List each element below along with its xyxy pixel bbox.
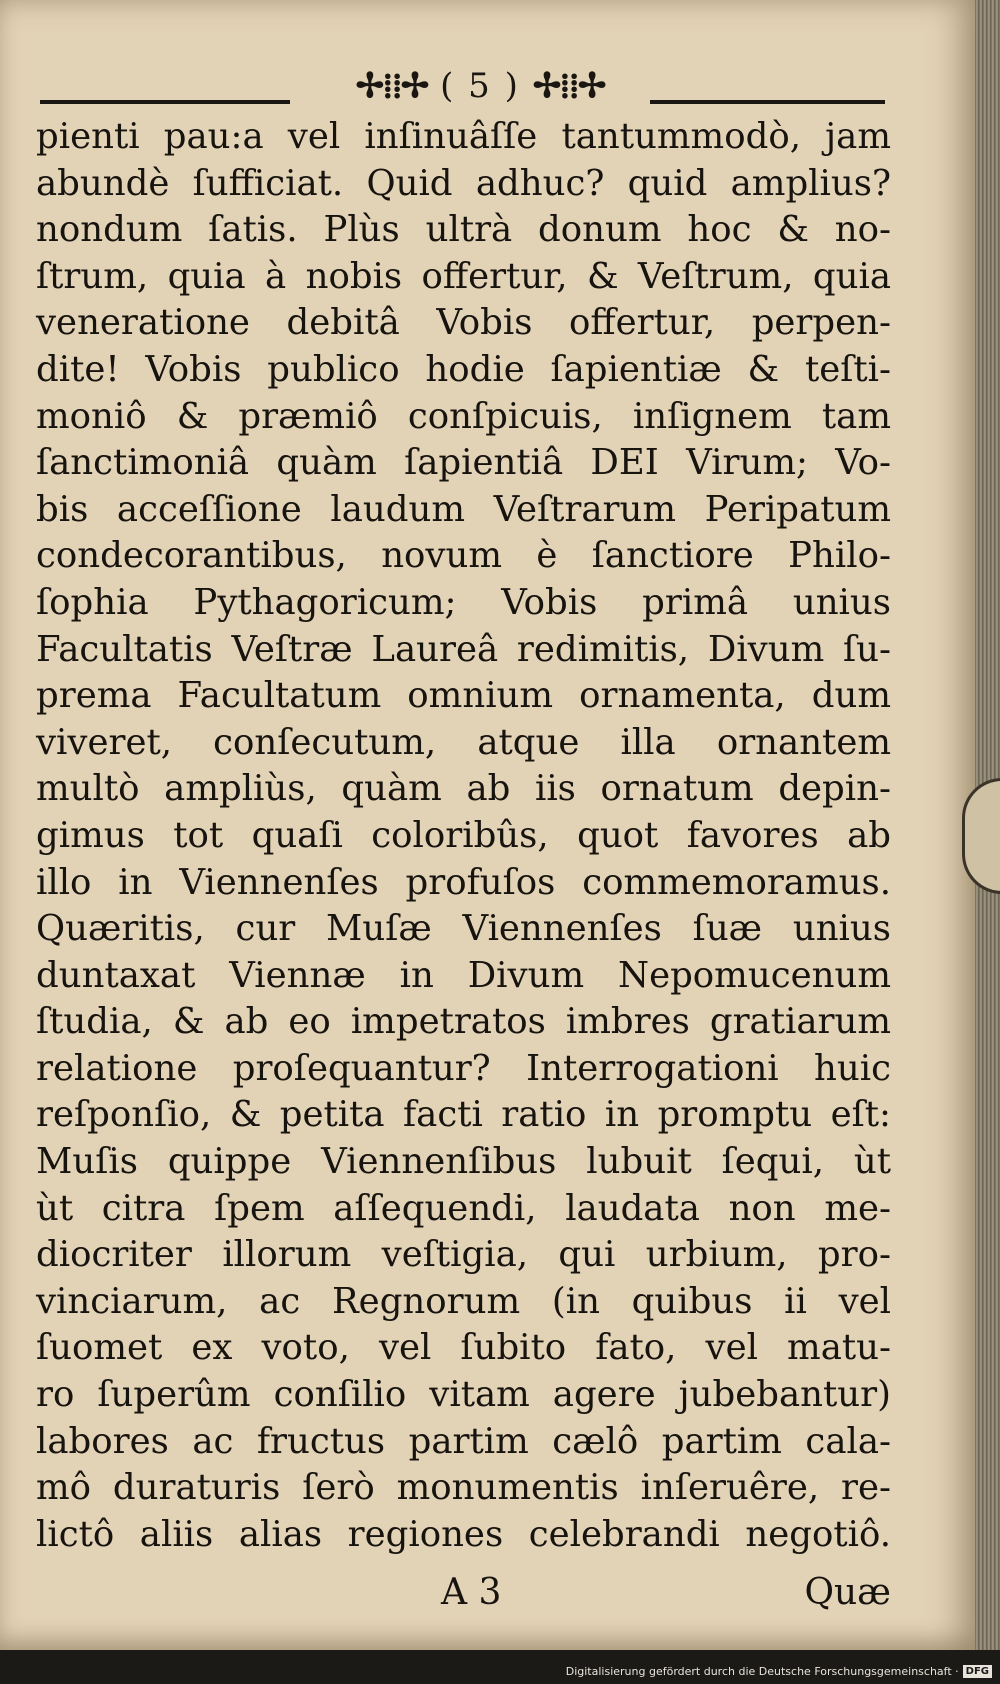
text-line: prema Facultatum omnium ornamenta, dum [36,675,891,717]
text-line: dite! Vobis publico hodie ſapientiæ & teſti- [36,348,891,390]
text-line: ſanctimoniâ quàm ſapientiâ DEI Virum; Vo- [36,442,891,484]
text-line: veneratione debitâ Vobis offertur, perpen- [36,302,891,344]
text-line: abundè ſufficiat. Quid adhuc? quid amplius? [36,162,891,204]
text-line: reſponſio, & petita facti ratio in promptu eſt: [36,1094,891,1136]
page-footer [36,1572,891,1622]
text-line: lictô aliis alias regiones celebrandi negotiô. [36,1513,891,1555]
text-line: mô duraturis ſerò monumentis inſeruêre, re- [36,1467,891,1509]
text-line: duntaxat Viennæ in Divum Nepomucenum [36,954,891,996]
header-rule-left [40,100,290,104]
ornament-left-icon: ✢⁞⁞✢ [355,66,428,106]
header-rule-right [650,100,885,104]
text-line: illo in Viennenſes profuſos commemoramus. [36,861,891,903]
ornament-right-icon: ✢⁞⁞✢ [532,66,605,106]
text-line: Muſis quippe Viennenſibus lubuit ſequi, ùt [36,1141,891,1183]
signature-mark: A 3 [441,1572,502,1613]
text-line: gimus tot quaſi coloribûs, quot favores ab [36,814,891,856]
text-line: moniô & præmiô conſpicuis, inſignem tam [36,395,891,437]
text-line: pienti pau:a vel inſinuâſſe tantummodò, jam [36,116,891,157]
text-line: Facultatis Veſtræ Laureâ redimitis, Divum ſu- [36,628,891,670]
page-number: ( 5 ) [440,66,520,106]
text-line: diocriter illorum veſtigia, qui urbium, pro- [36,1234,891,1276]
text-line: multò ampliùs, quàm ab iis ornatum depin- [36,768,891,810]
text-line: viveret, conſecutum, atque illa ornantem [36,721,891,763]
digitization-credit [566,1665,992,1678]
text-line: labores ac fructus partim cælô partim cala- [36,1420,891,1462]
dfg-logo-icon: DFG [963,1665,992,1678]
text-line: Quæritis, cur Muſæ Viennenſes ſuæ unius [36,908,891,950]
text-line: bis acceſſione laudum Veſtrarum Peripatum [36,488,891,530]
text-line: nondum ſatis. Plùs ultrà donum hoc & no- [36,209,891,251]
text-line: ſophia Pythagoricum; Vobis primâ unius [36,581,891,623]
page-number-block [310,66,650,106]
text-line: relatione proſequantur? Interrogationi huic [36,1047,891,1089]
text-line: vinciarum, ac Regnorum (in quibus ii vel [36,1280,891,1322]
credit-text: Digitalisierung gefördert durch die Deutsche Forschungsgemeinschaft · [565,1665,959,1678]
text-line: condecorantibus, novum è ſanctiore Philo- [36,535,891,577]
catchword: Quæ [804,1572,891,1613]
text-line: ro ſuperûm conſilio vitam agere jubebantur) [36,1374,891,1416]
text-line: ſtudia, & ab eo impetratos imbres gratiarum [36,1001,891,1043]
text-line: ſtrum, quia à nobis offertur, & Veſtrum, quia [36,255,891,297]
running-header [40,66,885,112]
text-line: ùt citra ſpem aſſequendi, laudata non me- [36,1187,891,1229]
text-line: ſuomet ex voto, vel ſubito fato, vel matu- [36,1327,891,1369]
body-text [36,114,891,1558]
